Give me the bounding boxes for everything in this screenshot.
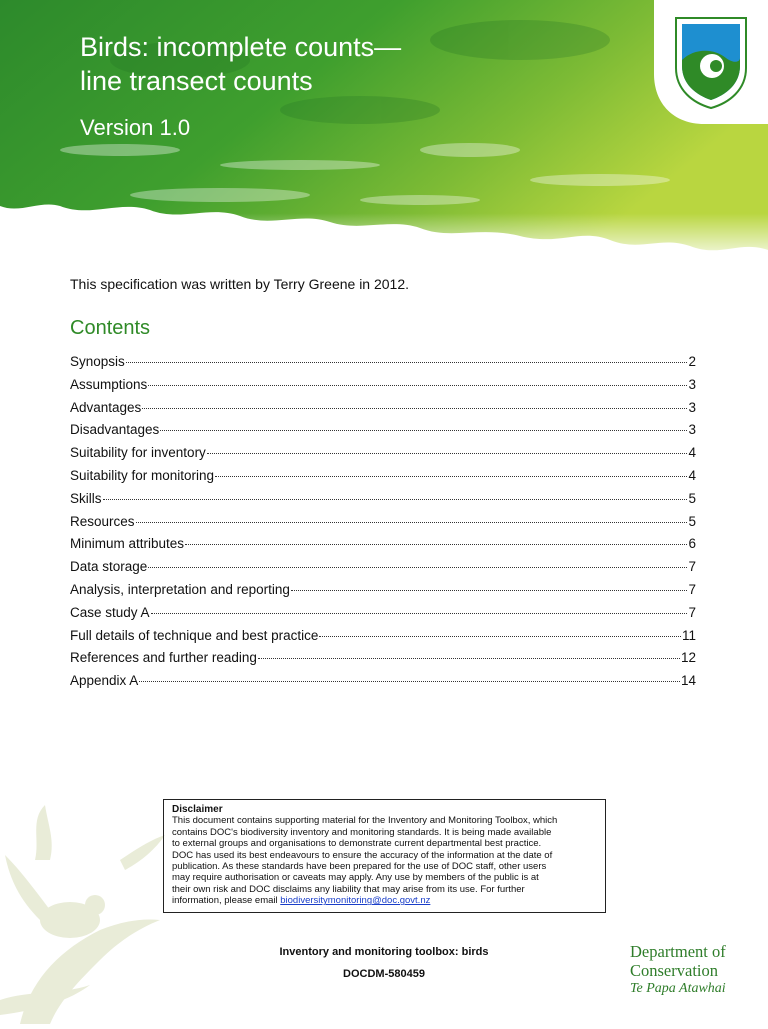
disclaimer-line: DOC has used its best endeavours to ensure the accuracy of the information at the date of bbox=[172, 849, 553, 861]
toc-leader bbox=[151, 613, 688, 614]
toc-leader bbox=[142, 408, 687, 409]
disclaimer-line: This document contains supporting material for the Inventory and Monitoring Toolbox, which bbox=[172, 815, 558, 827]
disclaimer-email-link[interactable]: biodiversitymonitoring@doc.govt.nz bbox=[280, 895, 431, 907]
toc-label: Case study A bbox=[70, 604, 150, 620]
disclaimer-line: their own risk and DOC disclaims any liability that may arise from its use. For further bbox=[172, 883, 525, 895]
doc-shield-koru-logo-icon bbox=[654, 0, 768, 124]
toc-leader bbox=[136, 522, 688, 523]
toc-label: Synopsis bbox=[70, 354, 125, 369]
toc-leader bbox=[291, 590, 688, 591]
toc-entry[interactable] bbox=[70, 670, 696, 693]
toc-label: Disadvantages bbox=[70, 422, 160, 438]
department-of-conservation-logo bbox=[630, 942, 750, 998]
toc-entry[interactable] bbox=[70, 442, 696, 465]
toc-page: 3 bbox=[688, 422, 696, 438]
toc-entry[interactable] bbox=[70, 556, 696, 579]
toc-leader bbox=[207, 453, 688, 454]
toc-page: 11 bbox=[681, 627, 696, 643]
toc-page: 7 bbox=[688, 581, 696, 597]
toc-label: Minimum attributes bbox=[70, 536, 185, 552]
toc-entry[interactable] bbox=[70, 647, 696, 670]
toc-leader bbox=[258, 658, 680, 659]
toc-entry[interactable] bbox=[70, 511, 696, 534]
footer-series: Inventory and monitoring toolbox: birds bbox=[279, 946, 489, 958]
footer-doc-number: DOCDM-580459 bbox=[343, 968, 425, 980]
toc-entry[interactable] bbox=[70, 374, 696, 397]
toc-entry[interactable] bbox=[70, 351, 696, 374]
toc-page: 4 bbox=[688, 467, 696, 483]
doc-logo-line-2: Conservation bbox=[630, 961, 718, 980]
toc-entry[interactable] bbox=[70, 579, 696, 602]
toc-label: Data storage bbox=[70, 559, 148, 575]
doc-logo-line-1: Department of bbox=[630, 942, 726, 961]
toc-page: 6 bbox=[688, 536, 696, 552]
toc-page: 3 bbox=[688, 376, 696, 392]
disclaimer-line: to external groups and organisations to demonstrate current departmental best practice. bbox=[172, 838, 542, 850]
toc-page: 4 bbox=[688, 445, 696, 461]
toc-label: Advantages bbox=[70, 399, 142, 415]
toc-entry[interactable] bbox=[70, 465, 696, 488]
toc-leader bbox=[160, 430, 687, 431]
disclaimer-line: may require authorisation or caveats may apply. Any use by members of the public is at bbox=[172, 872, 539, 884]
disclaimer-email-prefix: information, please email bbox=[172, 895, 281, 907]
toc-leader bbox=[103, 499, 688, 500]
toc-leader bbox=[185, 544, 687, 545]
author-statement: This specification was written by Terry Greene in 2012. bbox=[70, 276, 410, 292]
contents-heading: Contents bbox=[70, 317, 151, 339]
toc-page: 2 bbox=[688, 354, 696, 369]
toc-leader bbox=[148, 385, 687, 386]
disclaimer-line: contains DOC's biodiversity inventory and monitoring standards. It is being made available bbox=[172, 826, 552, 838]
toc-page: 14 bbox=[680, 673, 696, 689]
toc-leader bbox=[215, 476, 687, 477]
toc-page: 5 bbox=[688, 513, 696, 529]
toc-page: 7 bbox=[688, 559, 696, 575]
document-title bbox=[80, 30, 401, 98]
toc-label: Appendix A bbox=[70, 673, 139, 689]
toc-entry[interactable] bbox=[70, 602, 696, 625]
toc-label: Suitability for monitoring bbox=[70, 467, 215, 483]
disclaimer-last-line bbox=[172, 895, 597, 906]
toc-label: Skills bbox=[70, 490, 102, 506]
toc-label: Suitability for inventory bbox=[70, 445, 206, 461]
toc-label: Resources bbox=[70, 513, 135, 529]
toc-label: References and further reading bbox=[70, 650, 257, 666]
toc-page: 5 bbox=[688, 490, 696, 506]
toc-leader bbox=[126, 362, 688, 363]
doc-logo-badge bbox=[654, 0, 768, 124]
toc-label: Assumptions bbox=[70, 376, 148, 392]
disclaimer-line: publication. As these standards have been prepared for the use of DOC staff, other users bbox=[172, 861, 547, 873]
title-line-2: line transect counts bbox=[80, 66, 313, 96]
toc-label: Full details of technique and best practice bbox=[70, 627, 319, 643]
version-label: Version 1.0 bbox=[80, 115, 191, 140]
disclaimer-heading: Disclaimer bbox=[172, 804, 223, 815]
toc-entry[interactable] bbox=[70, 625, 696, 648]
fantail-bird-illustration bbox=[0, 800, 170, 1024]
doc-logo-line-3: Te Papa Atawhai bbox=[630, 981, 726, 996]
toc-page: 7 bbox=[688, 604, 696, 620]
table-of-contents bbox=[70, 351, 696, 693]
fantail-bird-icon bbox=[0, 800, 170, 1024]
toc-entry[interactable] bbox=[70, 397, 696, 420]
toc-entry[interactable] bbox=[70, 488, 696, 511]
toc-label: Analysis, interpretation and reporting bbox=[70, 581, 290, 597]
title-line-1: Birds: incomplete counts— bbox=[80, 32, 402, 62]
toc-entry[interactable] bbox=[70, 533, 696, 556]
toc-page: 12 bbox=[680, 650, 696, 666]
toc-page: 3 bbox=[688, 399, 696, 415]
disclaimer-box bbox=[163, 799, 606, 913]
toc-leader bbox=[139, 681, 680, 682]
toc-leader bbox=[319, 636, 681, 637]
toc-leader bbox=[148, 567, 687, 568]
toc-entry[interactable] bbox=[70, 419, 696, 442]
